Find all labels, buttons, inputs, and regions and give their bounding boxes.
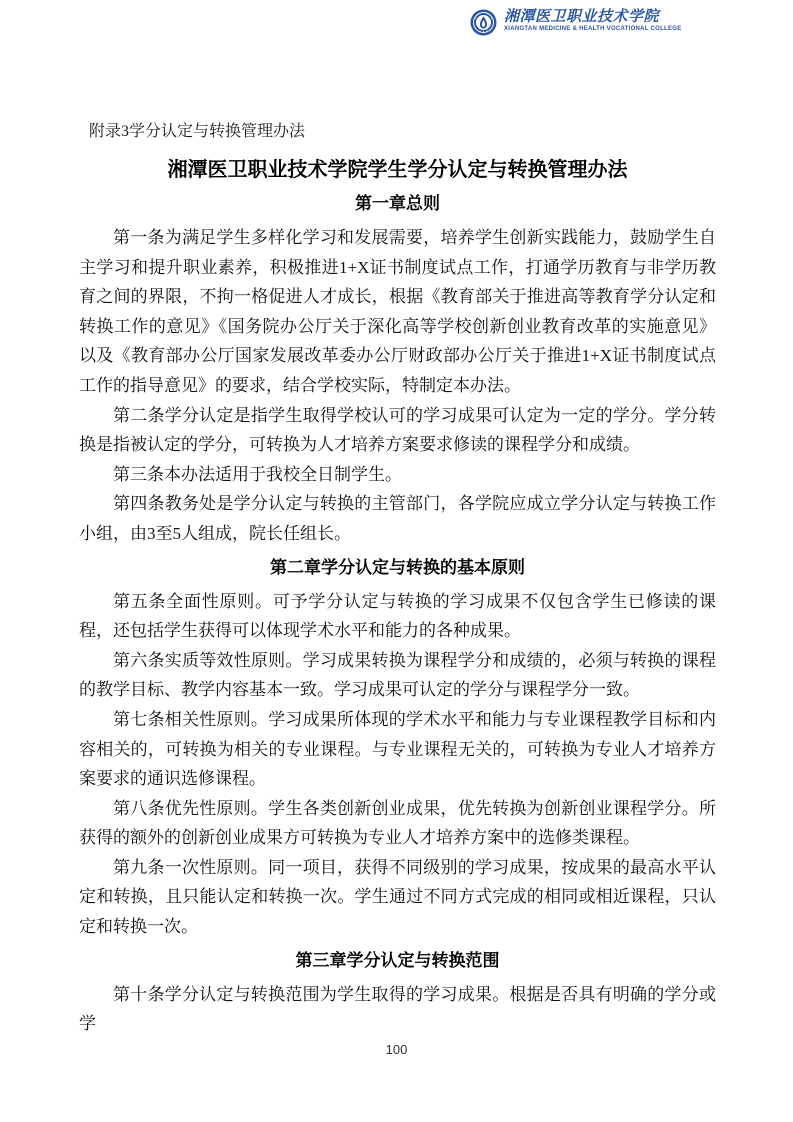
college-emblem-icon (470, 9, 497, 36)
paragraph-article5: 第五条全面性原则。可予学分认定与转换的学习成果不仅包含学生已修读的课程，还包括学生获得可以体现学术水平和能力的各种成果。 (79, 591, 716, 641)
appendix-label: 附录3学分认定与转换管理办法 (89, 123, 306, 140)
paragraph-article7: 第七条相关性原则。学习成果所体现的学术水平和能力与专业课程教学目标和内容相关的，可转换为相关的专业课程。与专业课程无关的，可转换为专业人才培养方案要求的通识选修课程。 (79, 709, 716, 789)
paragraph-article1: 第一条为满足学生多样化学习和发展需要，培养学生创新实践能力，鼓励学生自主学习和提升职业素养，积极推进1+X证书制度试点工作，打通学历教育与非学历教育之间的界限，不拘一格促进人才成长，根据《教育部关于推进高等教育学分认定和转换工作的意见》《国务院办公厅关于深化高等学校创新创业教育改革的实施意见》以及《教育部办公厅国家发展改革委办公厅财政部办公厅关于推进1+X证书制度试点工作的指导意见》的要求，结合学校实际，特制定本办法。 (79, 228, 716, 395)
section-heading-chapter3: 第三章学分认定与转换范围 (295, 950, 500, 970)
section-heading-chapter2: 第二章学分认定与转换的基本原则 (270, 557, 525, 577)
logo-cn-name: 湘潭医卫职业技术学院 (504, 7, 660, 25)
section-heading-chapter1: 第一章总则 (355, 194, 440, 213)
paragraph-article4: 第四条教务处是学分认定与转换的主管部门，各学院应成立学分认定与转换工作小组，由3至5人组成，院长任组长。 (79, 494, 716, 543)
page-number: 100 (385, 1042, 408, 1057)
logo-en-name: XIANGTAN MEDICINE & HEALTH VOCATIONAL COLLEGE (504, 26, 682, 32)
document-content (79, 121, 716, 1039)
college-logo (470, 8, 682, 36)
paragraph-article6: 第六条实质等效性原则。学习成果转换为课程学分和成绩的，必须与转换的课程的教学目标、教学内容基本一致。学习成果可认定的学分与课程学分一致。 (79, 650, 716, 700)
paragraph-article9: 第九条一次性原则。同一项目，获得不同级别的学习成果，按成果的最高水平认定和转换，且只能认定和转换一次。学生通过不同方式完成的相同或相近课程，只认定和转换一次。 (79, 857, 716, 937)
paragraph-article2: 第二条学分认定是指学生取得学校认可的学习成果可认定为一定的学分。学分转换是指被认定的学分，可转换为人才培养方案要求修读的课程学分和成绩。 (79, 405, 716, 455)
paragraph-article3: 第三条本办法适用于我校全日制学生。 (113, 464, 402, 484)
doc-title: 湘潭医卫职业技术学院学生学分认定与转换管理办法 (167, 159, 628, 181)
paragraph-article10: 第十条学分认定与转换范围为学生取得的学习成果。根据是否具有明确的学分或学 (79, 984, 716, 1034)
paragraph-article8: 第八条优先性原则。学生各类创新创业成果，优先转换为创新创业课程学分。所获得的额外的创新创业成果方可转换为专业人才培养方案中的选修类课程。 (79, 798, 716, 848)
